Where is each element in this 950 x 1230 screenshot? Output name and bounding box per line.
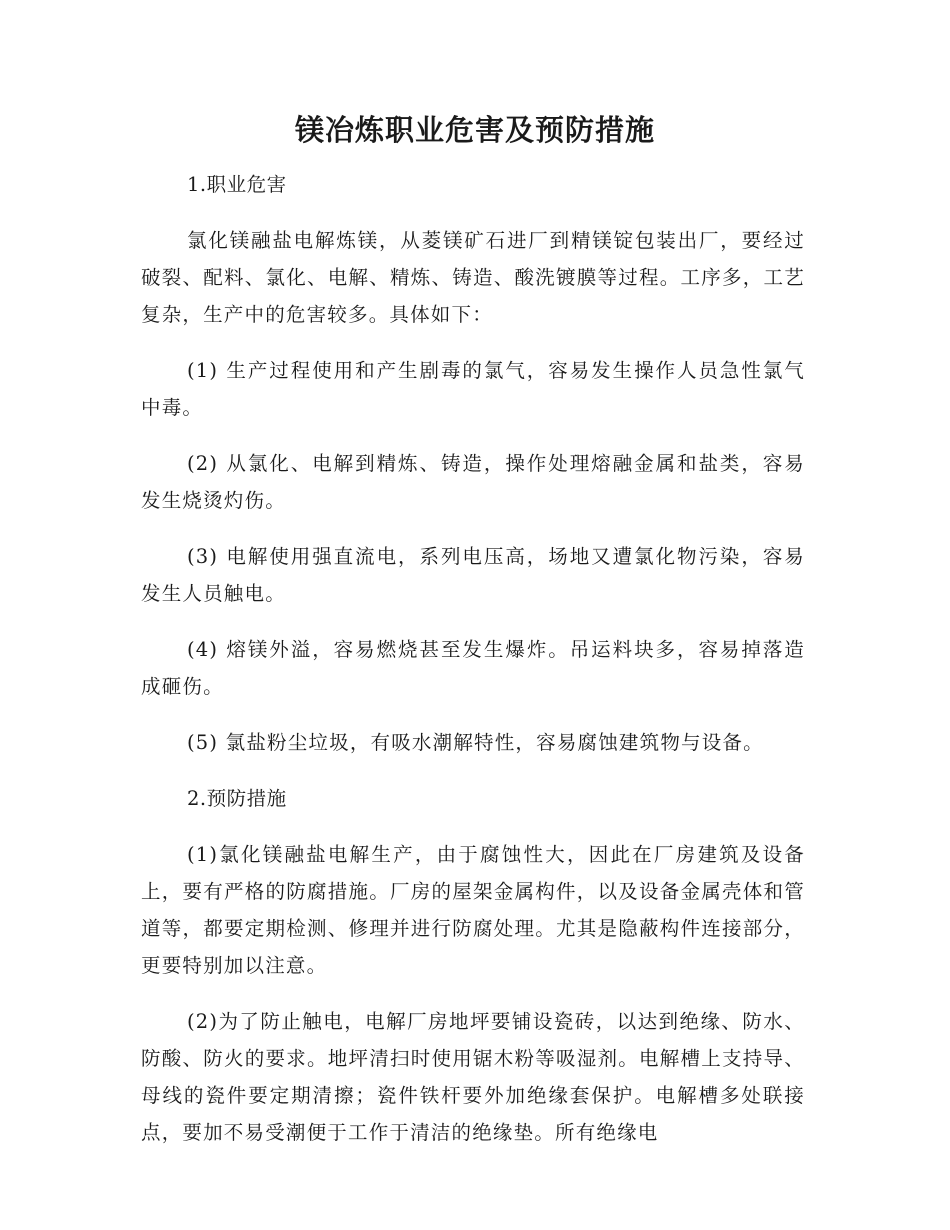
paragraph-prevention-1: (1)氯化镁融盐电解生产，由于腐蚀性大，因此在厂房建筑及设备上，要有严格的防腐措施。厂房的屋架金属构件，以及设备金属壳体和管道等，都要定期检测、修理并进行防腐处理。尤其是隐蔽构件连接部分，更要特别加以注意。 xyxy=(141,843,805,977)
paragraph-hazard-3: (3) 电解使用强直流电，系列电压高，场地又遭氯化物污染，容易发生人员触电。 xyxy=(141,545,805,605)
paragraph-hazards-intro: 氯化镁融盐电解炼镁，从菱镁矿石进厂到精镁锭包装出厂，要经过破裂、配料、氯化、电解、精炼、铸造、酸洗镀膜等过程。工序多，工艺复杂，生产中的危害较多。具体如下： xyxy=(141,229,805,326)
section-heading-hazards: 1.职业危害 xyxy=(187,173,287,196)
paragraph-hazard-5: (5) 氯盐粉尘垃圾，有吸水潮解特性，容易腐蚀建筑物与设备。 xyxy=(187,731,764,754)
section-heading-prevention: 2.预防措施 xyxy=(187,787,287,810)
paragraph-hazard-4: (4) 熔镁外溢，容易燃烧甚至发生爆炸。吊运料块多，容易掉落造成砸伤。 xyxy=(141,638,805,698)
document-title: 镁冶炼职业危害及预防措施 xyxy=(294,113,655,147)
document-body xyxy=(141,166,805,1170)
paragraph-hazard-2: (2) 从氯化、电解到精炼、铸造，操作处理熔融金属和盐类，容易发生烧烫灼伤。 xyxy=(141,452,805,512)
paragraph-prevention-2: (2)为了防止触电，电解厂房地坪要铺设瓷砖，以达到绝缘、防水、防酸、防火的要求。地坪清扫时使用锯木粉等吸湿剂。电解槽上支持导、母线的瓷件要定期清擦；瓷件铁杆要外加绝缘套保护。电解槽多处联接点，要加不易受潮便于工作于清洁的绝缘垫。所有绝缘电 xyxy=(141,1010,805,1144)
paragraph-hazard-1: (1) 生产过程使用和产生剧毒的氯气，容易发生操作人员急性氯气中毒。 xyxy=(141,359,805,419)
